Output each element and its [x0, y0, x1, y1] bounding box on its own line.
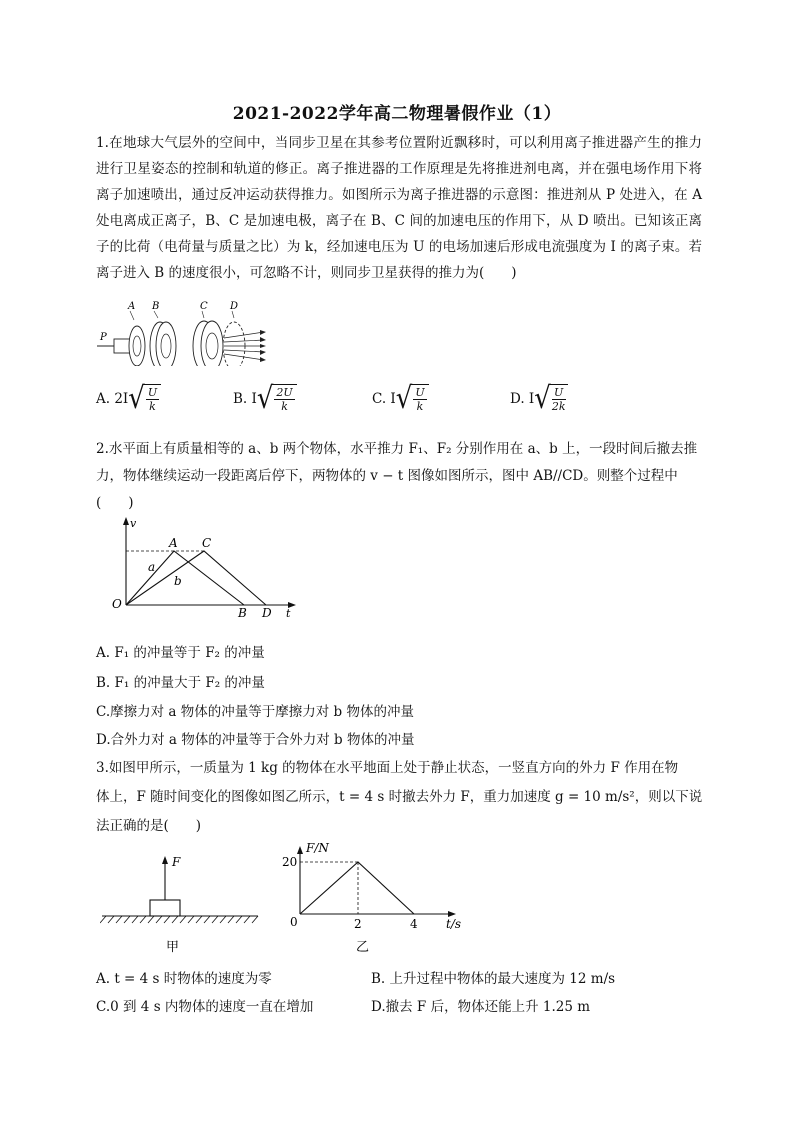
label-d: D [230, 301, 239, 312]
line-b-label: b [174, 574, 182, 588]
page-title: 2021-2022学年高二物理暑假作业（1） [232, 104, 562, 124]
point-a-label: A [169, 536, 178, 550]
q1-option-c[interactable]: C. I √ $\frac{U}{k}$ [372, 384, 429, 413]
caption-yi: 乙 [356, 940, 370, 955]
line-a-label: a [148, 560, 156, 574]
f-tick-20: 20 [282, 855, 298, 869]
q3-line-1: 3.如图甲所示，一质量为 1 kg 的物体在水平地面上处于静止状态，一竖直方向的外力 F 作用在物 [96, 760, 679, 776]
q2-option-c[interactable]: C.摩擦力对 a 物体的冲量等于摩擦力对 b 物体的冲量 [96, 704, 414, 720]
figure-jia [100, 848, 260, 956]
q2-line-1: 2.水平面上有质量相等的 a、b 两个物体，水平推力 F₁、F₂ 分别作用在 a、b 上，一段时间后撤去推 [96, 441, 698, 457]
label-c: C [200, 301, 208, 312]
q3-option-b[interactable]: B. 上升过程中物体的最大速度为 12 m/s [371, 971, 616, 987]
q3-line-2: 体上，F 随时间变化的图像如图乙所示，t = 4 s 时撤去外力 F，重力加速度 g = 10 m/s²，则以下说 [96, 789, 703, 805]
q2-option-b[interactable]: B. F₁ 的冲量大于 F₂ 的冲量 [96, 675, 265, 691]
label-p: P [100, 332, 107, 343]
v-axis-label: v [130, 517, 137, 530]
q1-option-a[interactable]: A. 2I √ $\frac{U}{k}$ [96, 384, 161, 413]
force-label: F [172, 855, 181, 869]
q2-line-3: ( ) [96, 495, 134, 511]
question-1-text: 1.在地球大气层外的空间中，当同步卫星在其参考位置附近飘移时，可以利用离子推进器产生的推力进行卫星姿态的控制和轨道的修正。离子推进器的工作原理是先将推进剂电离，并在强电场作用下将离子加速喷出，通过反冲运动获得推力。如图所示为离子推进器的示意图：推进剂从 P 处进入，在 A 处电离成正离子，B、C 是加速电极，离子在 B、C 间的加速电压的作用下，从 D 喷出。已知该正离子的比荷（电荷量与质量之比）为 k，经加速电压为 U 的电场加速后形成电流强度为 I 的离子束。若离子进入 B 的速度很小，可忽略不计，则同步卫星获得的推力为( ) [96, 135, 702, 281]
q1-option-d[interactable]: D. I √ $\frac{U}{2k}$ [510, 381, 566, 416]
t-tick-4: 4 [410, 917, 418, 931]
point-b-label: B [238, 606, 247, 620]
label-a: A [128, 301, 136, 312]
q2-option-d[interactable]: D.合外力对 a 物体的冲量等于合外力对 b 物体的冲量 [96, 732, 415, 748]
q2-line-2: 力，物体继续运动一段距离后停下，两物体的 v − t 图像如图所示，图中 AB//CD。则整个过程中 [96, 468, 678, 484]
point-d-label: D [262, 606, 272, 620]
q3-option-c[interactable]: C.0 到 4 s 内物体的速度一直在增加 [96, 999, 314, 1015]
q2-option-a[interactable]: A. F₁ 的冲量等于 F₂ 的冲量 [96, 645, 265, 661]
q1-option-b[interactable]: B. I √ $\frac{2U}{k}$ [233, 384, 297, 413]
caption-jia: 甲 [166, 940, 180, 955]
q3-option-a[interactable]: A. t = 4 s 时物体的速度为零 [96, 971, 272, 987]
q3-line-3: 法正确的是( ) [96, 818, 202, 834]
point-c-label: C [202, 536, 212, 550]
t-axis-label-s: t/s [446, 917, 462, 931]
ion-thruster-figure [92, 296, 277, 366]
t-axis-label: t [286, 607, 291, 620]
q3-option-d[interactable]: D.撤去 F 后，物体还能上升 1.25 m [371, 999, 591, 1015]
figure-yi [276, 836, 476, 956]
origin-zero: 0 [290, 915, 298, 929]
vt-graph [106, 515, 306, 620]
origin-label: O [112, 597, 122, 611]
label-b: B [152, 301, 160, 312]
t-tick-2: 2 [354, 917, 362, 931]
f-axis-label: F/N [306, 841, 329, 855]
